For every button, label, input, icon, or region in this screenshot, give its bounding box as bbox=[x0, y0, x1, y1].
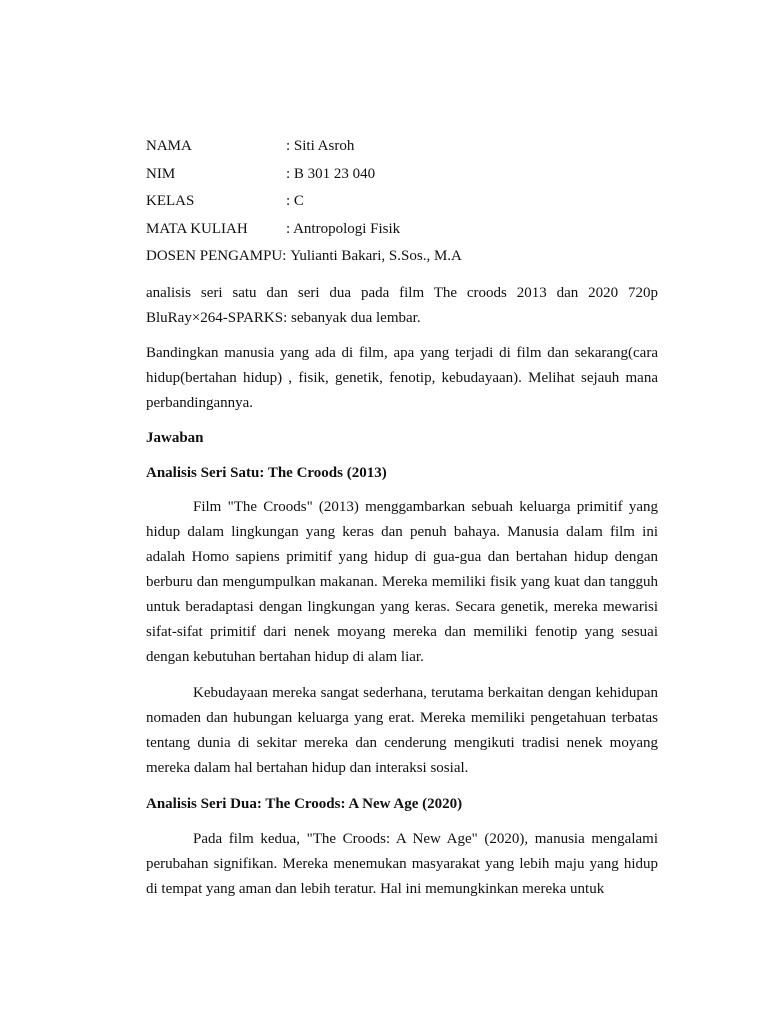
info-label: MATA KULIAH bbox=[146, 220, 248, 237]
section1-heading: Analisis Seri Satu: The Croods (2013) bbox=[146, 465, 387, 481]
answer-heading: Jawaban bbox=[146, 430, 204, 446]
task-question: Bandingkan manusia yang ada di film, apa yang terjadi di film dan sekarang(cara hidup(bertahan hidup) , fisik, genetik, fenotip, kebudayaan). Melihat sejauh mana perbandingannya. bbox=[146, 345, 658, 411]
info-value: : C bbox=[286, 193, 304, 209]
info-label: KELAS bbox=[146, 193, 195, 209]
info-value: : Antropologi Fisik bbox=[286, 220, 401, 237]
section1-paragraph-1: Film "The Croods" (2013) menggambarkan sebuah keluarga primitif yang hidup dalam lingkungan yang keras dan penuh bahaya. Manusia dalam film ini adalah Homo sapiens primitif yang hidup di gua-gua dan bertahan hidup dengan berburu dan mengumpulkan makanan. Mereka memiliki fisik yang kuat dan tangguh untuk beradaptasi dengan lingkungan yang keras. Secara genetik, mereka mewarisi sifat-sifat primitif dari nenek moyang mereka dan memiliki fenotip yang sesuai dengan kebutuhan bertahan hidup di alam liar. bbox=[146, 499, 658, 665]
info-row-mata-kuliah bbox=[146, 219, 658, 247]
info-value: : Siti Asroh bbox=[286, 138, 355, 154]
document-page bbox=[146, 0, 658, 1024]
task-description: analisis seri satu dan seri dua pada film The croods 2013 dan 2020 720p BluRay×264-SPARKS: sebanyak dua lembar. bbox=[146, 285, 658, 326]
info-row-kelas bbox=[146, 191, 658, 219]
info-value: Yulianti Bakari, S.Sos., M.A bbox=[290, 248, 462, 264]
info-label: NAMA bbox=[146, 138, 192, 154]
info-row-nama bbox=[146, 136, 658, 164]
section2-heading: Analisis Seri Dua: The Croods: A New Age (2020) bbox=[146, 796, 463, 812]
info-value: : B 301 23 040 bbox=[286, 165, 376, 182]
section1-paragraph-2: Kebudayaan mereka sangat sederhana, terutama berkaitan dengan kehidupan nomaden dan hubungan keluarga yang erat. Mereka memiliki pengetahuan terbatas tentang dunia di sekitar mereka dan cenderung mengikuti tradisi nenek moyang mereka dalam hal bertahan hidup dan interaksi sosial. bbox=[146, 685, 658, 776]
section2-paragraph-1: Pada film kedua, "The Croods: A New Age" (2020), manusia mengalami perubahan signifikan. Mereka menemukan masyarakat yang lebih maju yang hidup di tempat yang aman dan lebih teratur. Hal ini memungkinkan mereka untuk bbox=[146, 831, 658, 897]
info-row-nim bbox=[146, 164, 658, 192]
student-info bbox=[146, 136, 658, 274]
info-row-dosen bbox=[146, 246, 658, 274]
info-label: DOSEN PENGAMPU: bbox=[146, 248, 287, 264]
info-label: NIM bbox=[146, 165, 176, 182]
